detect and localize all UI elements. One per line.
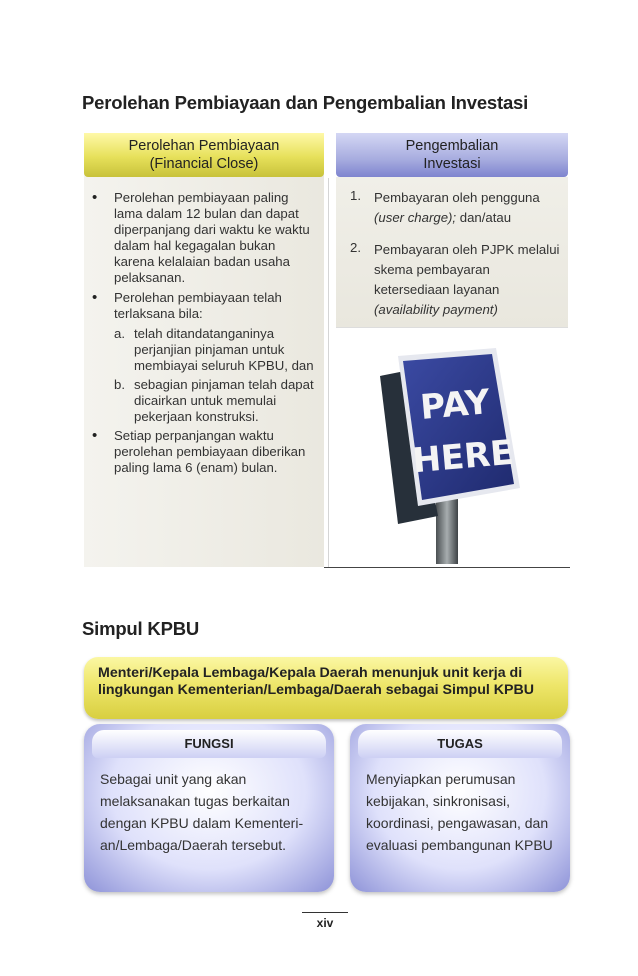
footer-rule (302, 912, 348, 913)
column-divider (328, 178, 329, 568)
item-text: Pembayaran oleh pengguna (374, 190, 540, 205)
simpul-banner-text: Menteri/Kepala Lembaga/Kepala Daerah menunjuk unit kerja di lingkungan Kementerian/Lembaga/Daerah sebagai Simpul KPBU (98, 665, 534, 698)
sub-item (86, 326, 318, 374)
section-title-simpul: Simpul KPBU (82, 618, 200, 639)
pay-here-sign-image (368, 348, 528, 564)
section-title-perolehan: Perolehan Pembiayaan dan Pengembalian Investasi (82, 92, 529, 113)
sign-text-pay: PAY (418, 382, 492, 428)
item-text: Pembayaran oleh PJPK melalui skema pembayaran ketersediaan layanan (374, 242, 560, 297)
sub-item-text: telah ditandatanganinya perjanjian pinjaman untuk membiayai seluruh KPBU, dan (134, 326, 314, 373)
bullet-item: • Perolehan pembiayaan paling lama dalam 12 bulan dan dapat diperpanjang dari waktu ke waktu dalam hal kegagalan bukan karena kelalaian badan usaha pelaksanan. (86, 190, 318, 286)
right-header-line1: Pengembalian (405, 138, 499, 154)
sub-item-label: b. (114, 377, 125, 392)
right-column-content (346, 188, 564, 332)
right-column-header (336, 133, 568, 177)
tugas-text: Menyiapkan perumusan kebijakan, sinkronisasi, koordinasi, pengawasan, dan evaluasi pembangunan KPBU (366, 771, 553, 853)
item-italic: (user charge); (374, 210, 457, 225)
item-rest: dan/atau (456, 210, 512, 225)
tugas-title: TUGAS (358, 730, 562, 758)
tugas-panel (350, 724, 570, 892)
item-number: 2. (350, 240, 361, 255)
numbered-item (346, 240, 564, 320)
left-column-content (86, 190, 318, 480)
page-number: xiv (316, 916, 334, 930)
sub-item-text: sebagian pinjaman telah dapat dicairkan untuk memulai pekerjaan konstruksi. (134, 377, 314, 424)
numbered-item (346, 188, 564, 228)
left-header-line1: Perolehan Pembiayaan (128, 138, 280, 154)
left-header-line2: (Financial Close) (149, 156, 259, 172)
sub-item (86, 377, 318, 425)
right-header-line2: Investasi (423, 156, 481, 172)
item-italic: (availability payment) (374, 302, 498, 317)
table-bottom-rule (324, 567, 570, 568)
fungsi-text: Sebagai unit yang akan melaksanakan tugas berkaitan dengan KPBU dalam Kementeri-an/Lembaga/Daerah tersebut. (100, 771, 304, 853)
bullet-item: • Perolehan pembiayaan telah terlaksana bila: (86, 290, 318, 322)
fungsi-title: FUNGSI (92, 730, 326, 758)
item-number: 1. (350, 188, 361, 203)
sub-item-label: a. (114, 326, 125, 341)
bullet-item: • Setiap perpanjangan waktu perolehan pembiayaan diberikan paling lama 6 (enam) bulan. (86, 428, 318, 476)
left-column-header (84, 133, 324, 177)
fungsi-panel (84, 724, 334, 892)
sign-text-here: HERE (410, 432, 516, 482)
